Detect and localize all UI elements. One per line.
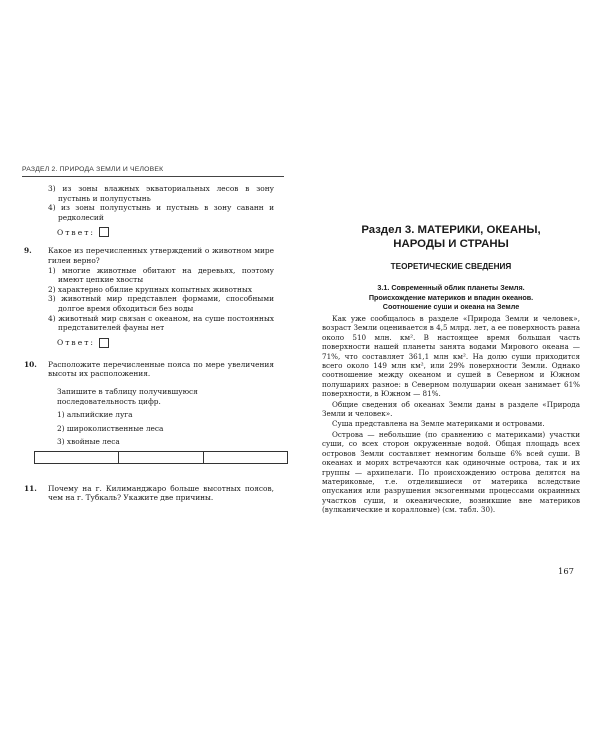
q8-answer-box[interactable] <box>99 227 109 237</box>
paragraph-2: Общие сведения об океанах Земли даны в разделе «Природа Земли и человек». <box>322 399 580 419</box>
q9-answer-box[interactable] <box>99 338 109 348</box>
section-title-block <box>320 223 582 312</box>
subsection-line-2: Происхождение материков и впадин океанов. <box>368 292 534 302</box>
question-10 <box>24 360 274 379</box>
q9-option-2: 2) характерно обилие крупных копытных животных <box>48 284 252 294</box>
answer-cell-1[interactable] <box>35 451 119 463</box>
q9-option-1: 1) многие животные обитают на деревьях, поэтому имеют цепкие хвосты <box>48 265 274 285</box>
question-10-instruction: Запишите в таблицу получившуюся последовательность цифр. <box>57 386 198 406</box>
q10-item-3: 3) хвойные леса <box>57 437 120 447</box>
subsection-heading <box>320 283 582 312</box>
answer-table <box>34 451 288 464</box>
q10-item-1: 1) альпийские луга <box>57 410 133 420</box>
question-10-items <box>24 410 274 447</box>
question-9-text: Какое из перечисленных утверждений о животном мире гилеи верно? <box>48 246 274 265</box>
q8-answer <box>57 227 274 237</box>
q8-option-4: 4) из зоны полупустынь и пустынь в зону саванн и редколесий <box>48 203 274 222</box>
q8-option-3: 3) из зоны влажных экваториальных лесов в зону пустынь и полупустынь <box>48 184 274 203</box>
left-column <box>24 184 274 503</box>
section-title-line-2: НАРОДЫ И СТРАНЫ <box>393 238 509 250</box>
paragraph-1: Как уже сообщалось в разделе «Природа Земли и человек», возраст Земли оценивается в 4,5 млрд. лет, а ее поверхность равна около 510 млн. км². В настоящее время большая часть поверхности нашей планеты занята водами Мирового океана — 71%, что составляет 361,1 млн км². На долю суши приходится всего около 149 млн км², или 29% поверхности Земли. Однако соотношение между океаном и сушей в Северном и Южном полушариях разное: в Северном полушарии океан занимает 61% поверхности, в Южном — 81%. <box>322 314 580 399</box>
subsection-line-3: Соотношение суши и океана на Земле <box>382 302 520 312</box>
q9-answer-label: Ответ: <box>57 338 95 348</box>
section-title <box>320 223 582 251</box>
q9-option-3: 3) животный мир представлен формами, способными долгое время обходиться без воды <box>48 294 274 313</box>
question-11 <box>24 484 274 503</box>
question-9 <box>24 246 274 265</box>
section-title-line-1: Раздел 3. МАТЕРИКИ, ОКЕАНЫ, <box>361 224 541 236</box>
page-number: 167 <box>558 566 574 576</box>
q9-option-4: 4) животный мир связан с океаном, на суше постоянных представителей фауны нет <box>48 313 274 333</box>
q10-item-2: 2) широколиственные леса <box>57 423 164 433</box>
q8-answer-label: Ответ: <box>57 227 95 237</box>
question-11-number: 11. <box>24 483 37 493</box>
subsection-line-1: 3.1. Современный облик планеты Земля. <box>377 283 525 292</box>
question-10-number: 10. <box>24 359 37 369</box>
body-text <box>322 314 580 516</box>
paragraph-3: Суша представлена на Земле материками и островами. <box>332 419 545 429</box>
theory-subtitle: ТЕОРЕТИЧЕСКИЕ СВЕДЕНИЯ <box>390 262 512 271</box>
question-10-text: Расположите перечисленные пояса по мере увеличения высоты их расположения. <box>48 359 274 379</box>
running-header: РАЗДЕЛ 2. ПРИРОДА ЗЕМЛИ И ЧЕЛОВЕК <box>22 166 284 177</box>
question-11-text: Почему на г. Килиманджаро больше высотных поясов, чем на г. Тубкаль? Укажите две причины. <box>48 483 274 503</box>
answer-cell-2[interactable] <box>119 451 203 463</box>
answer-cell-3[interactable] <box>203 451 287 463</box>
question-9-number: 9. <box>24 246 32 256</box>
paragraph-4: Острова — небольшие (по сравнению с материками) участки суши, со всех сторон окруженные водой. Общая площадь всех островов Земли составляет немногим больше 6% всей суши. В океанах и морях встречаются как одиночные острова, так и их группы — архипелаги. По происхождению острова делятся на материковые, т.е. отделившиеся от материка вследствие опускания или разрушения экзогенными процессами окраинных участков суши, и океанические, возникшие вне материков (вулканические и коралловые) (см. табл. 30). <box>322 429 580 515</box>
q9-answer <box>57 338 274 348</box>
